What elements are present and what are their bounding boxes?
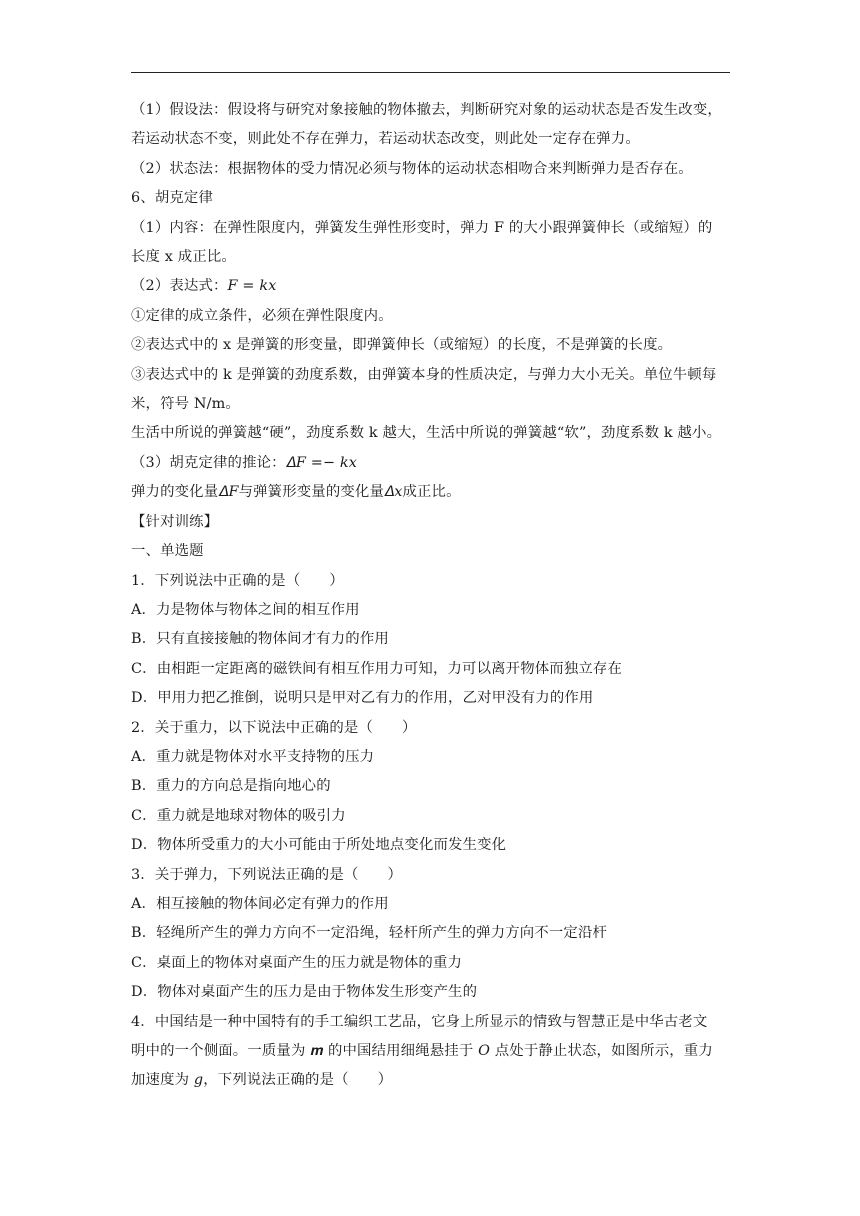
answer-option: D．甲用力把乙推倒，说明只是甲对乙有力的作用，乙对甲没有力的作用: [131, 690, 594, 707]
formula-line: （2）表达式：𝐹 = 𝑘𝑥: [131, 278, 277, 295]
question-stem: 加速度为 𝑔，下列说法正确的是（ ）: [131, 1072, 393, 1089]
question-stem: 2．关于重力，以下说法中正确的是（ ）: [131, 719, 417, 736]
answer-option: C．桌面上的物体对桌面产生的压力就是物体的重力: [131, 954, 463, 971]
text-line: 米，符号 N/m。: [131, 396, 240, 413]
answer-option: A．力是物体与物体之间的相互作用: [131, 601, 360, 618]
text-line: 弹力的变化量𝛥𝐹与弹簧形变量的变化量𝛥𝑥成正比。: [131, 484, 461, 501]
answer-option: D．物体对桌面产生的压力是由于物体发生形变产生的: [131, 984, 478, 1001]
header-rule: [131, 72, 730, 73]
text-line: （1）内容：在弹性限度内，弹簧发生弹性形变时，弹力 F 的大小跟弹簧伸长（或缩短）的: [131, 219, 713, 236]
document-body: [131, 96, 731, 1096]
text-line: ②表达式中的 x 是弹簧的形变量，即弹簧伸长（或缩短）的长度，不是弹簧的长度。: [131, 337, 673, 354]
answer-option: A．相互接触的物体间必定有弹力的作用: [131, 895, 389, 912]
answer-option: C．重力就是地球对物体的吸引力: [131, 807, 346, 824]
answer-option: B．轻绳所产生的弹力方向不一定沿绳，轻杆所产生的弹力方向不一定沿杆: [131, 925, 608, 942]
question-stem: 3．关于弹力，下列说法正确的是（ ）: [131, 866, 403, 883]
question-stem: 明中的一个侧面。一质量为 𝒎 的中国结用细绳悬挂于 𝑂 点处于静止状态，如图所示，重力: [131, 1043, 713, 1059]
text-line: （2）状态法：根据物体的受力情况必须与物体的运动状态相吻合来判断弹力是否存在。: [131, 160, 693, 177]
answer-option: B．重力的方向总是指向地心的: [131, 778, 331, 795]
text-line: ①定律的成立条件，必须在弹性限度内。: [131, 307, 393, 324]
answer-option: B．只有直接接触的物体间才有力的作用: [131, 631, 389, 648]
section-heading: 一、单选题: [131, 543, 204, 560]
answer-option: A．重力就是物体对水平支持物的压力: [131, 748, 375, 765]
text-line: 生活中所说的弹簧越“硬”，劲度系数 k 越大，生活中所说的弹簧越“软”，劲度系数 k 越小。: [131, 425, 722, 442]
answer-option: C．由相距一定距离的磁铁间有相互作用力可知，力可以离开物体而独立存在: [131, 660, 623, 677]
answer-option: D．物体所受重力的大小可能由于所处地点变化而发生变化: [131, 837, 507, 854]
text-line: （1）假设法：假设将与研究对象接触的物体撤去，判断研究对象的运动状态是否发生改变，: [131, 102, 722, 118]
text-line: ③表达式中的 k 是弹簧的劲度系数，由弹簧本身的性质决定，与弹力大小无关。单位牛顿每: [131, 366, 717, 383]
question-stem: 4．中国结是一种中国特有的手工编织工艺品，它身上所显示的情致与智慧正是中华古老文: [131, 1013, 708, 1030]
text-line: 若运动状态不变，则此处不存在弹力，若运动状态改变，则此处一定存在弹力。: [131, 131, 640, 148]
section-heading: 6、胡克定律: [131, 190, 214, 207]
section-heading: 【针对训练】: [131, 513, 219, 530]
formula-line: （3）胡克定律的推论：𝛥𝐹 =− 𝑘𝑥: [131, 454, 358, 471]
question-stem: 1．下列说法中正确的是（ ）: [131, 572, 344, 589]
text-line: 长度 x 成正比。: [131, 249, 236, 266]
